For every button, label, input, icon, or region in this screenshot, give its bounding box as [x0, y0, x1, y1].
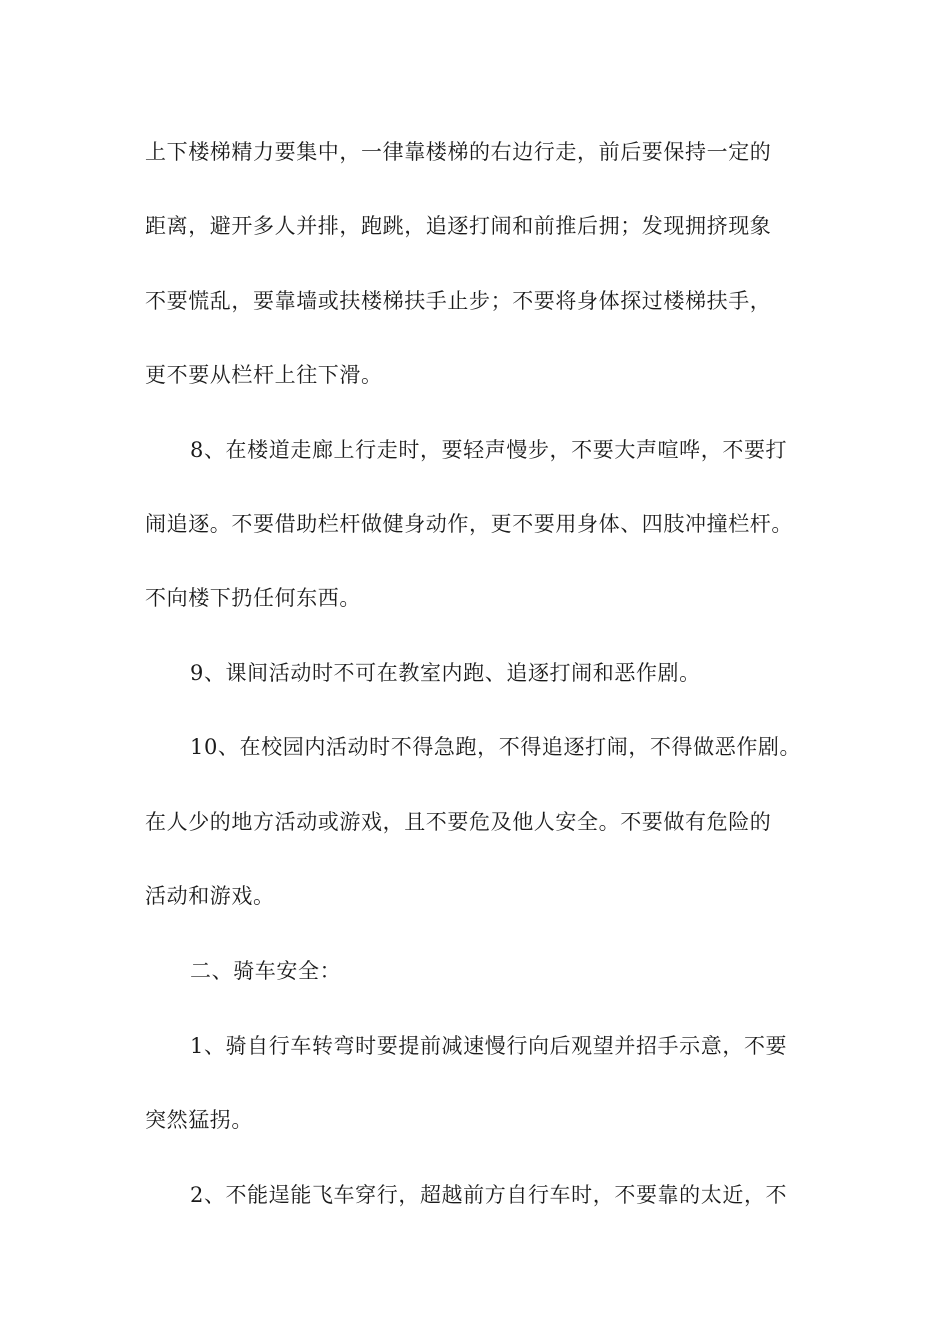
paragraph-start-line: 8、在楼道走廊上行走时，要轻声慢步，不要大声喧哗，不要打	[190, 438, 788, 462]
text-line: 活动和游戏。	[145, 884, 275, 908]
paragraph-start-line: 9、课间活动时不可在教室内跑、追逐打闹和恶作剧。	[190, 661, 701, 685]
text-line: 不向楼下扔任何东西。	[145, 586, 361, 610]
section-heading: 二、骑车安全：	[190, 959, 342, 983]
text-line: 上下楼梯精力要集中，一律靠楼梯的右边行走，前后要保持一定的	[145, 140, 772, 164]
text-line: 距离，避开多人并排，跑跳，追逐打闹和前推后拥；发现拥挤现象	[145, 214, 772, 238]
paragraph-start-line: 1、骑自行车转弯时要提前减速慢行向后观望并招手示意，不要	[190, 1034, 788, 1058]
text-line: 在人少的地方活动或游戏，且不要危及他人安全。不要做有危险的	[145, 810, 772, 834]
text-line: 更不要从栏杆上往下滑。	[145, 363, 383, 387]
paragraph-start-line: 10、在校园内活动时不得急跑，不得追逐打闹，不得做恶作剧。	[190, 735, 802, 759]
text-line: 闹追逐。不要借助栏杆做健身动作，更不要用身体、四肢冲撞栏杆。	[145, 512, 793, 536]
paragraph-start-line: 2、不能逞能飞车穿行，超越前方自行车时，不要靠的太近，不	[190, 1183, 788, 1207]
text-line: 不要慌乱，要靠墙或扶楼梯扶手止步；不要将身体探过楼梯扶手，	[145, 289, 772, 313]
text-line: 突然猛拐。	[145, 1108, 253, 1132]
